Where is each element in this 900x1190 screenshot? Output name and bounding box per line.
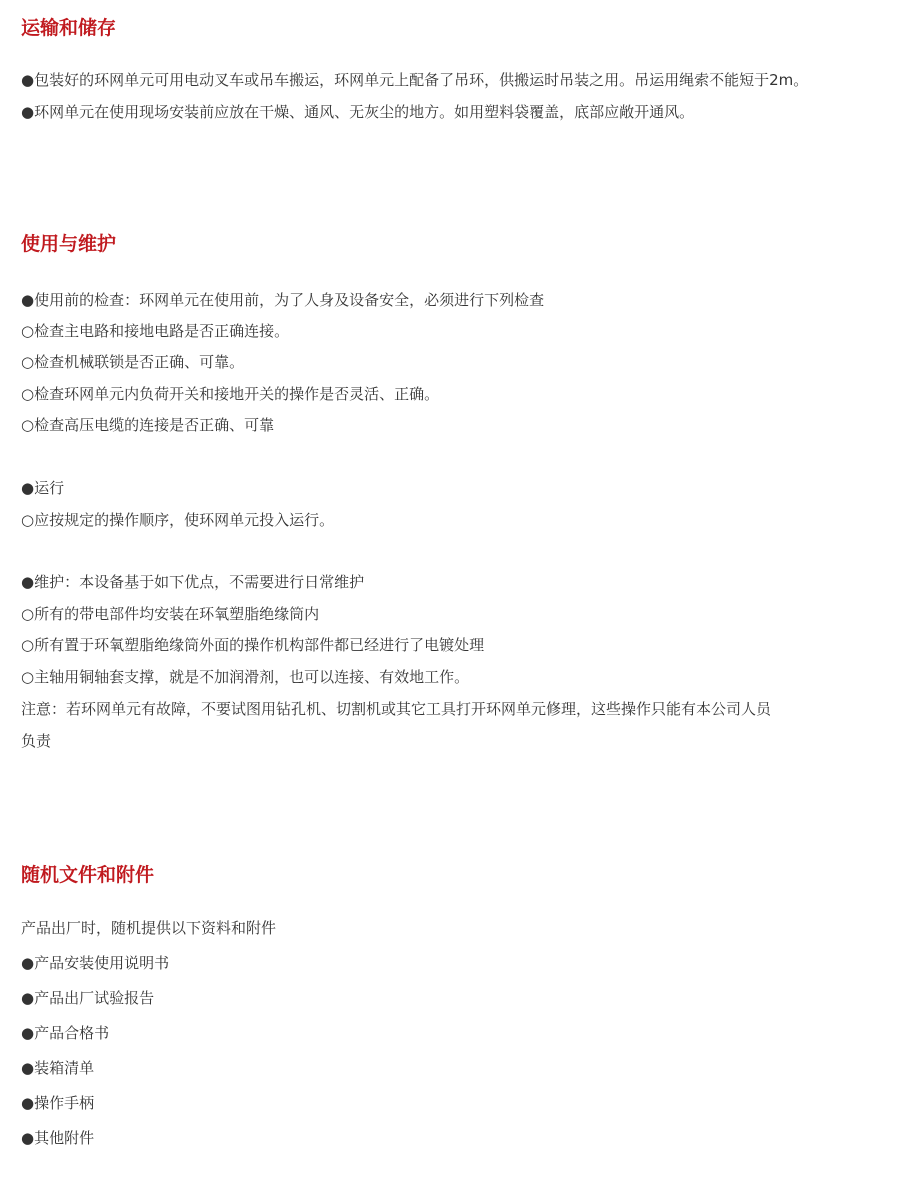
paragraph-line: ●使用前的检查：环网单元在使用前，为了人身及设备安全，必须进行下列检查 [21, 291, 545, 309]
list-item: ●产品合格书 [21, 1024, 110, 1042]
paragraph-line: ○检查环网单元内负荷开关和接地开关的操作是否灵活、正确。 [21, 385, 440, 403]
paragraph-line: ○主轴用铜轴套支撑，就是不加润滑剂，也可以连接、有效地工作。 [21, 668, 470, 686]
paragraph-line: 产品出厂时，随机提供以下资料和附件 [21, 919, 277, 937]
list-item: ●其他附件 [21, 1129, 95, 1147]
paragraph-line: ○应按规定的操作顺序，使环网单元投入运行。 [21, 511, 335, 529]
list-item: ●装箱清单 [21, 1059, 95, 1077]
paragraph-line: ○检查机械联锁是否正确、可靠。 [21, 353, 245, 371]
paragraph-line: 注意：若环网单元有故障，不要试图用钻孔机、切割机或其它工具打开环网单元修理，这些操作只能有本公司人员 [21, 700, 772, 718]
list-item: ●产品出厂试验报告 [21, 989, 155, 1007]
paragraph-line: ●运行 [21, 479, 65, 497]
paragraph-line: ○所有置于环氧塑脂绝缘筒外面的操作机构部件都已经进行了电镀处理 [21, 636, 485, 654]
paragraph-line: ●环网单元在使用现场安装前应放在干燥、通风、无灰尘的地方。如用塑料袋覆盖，底部应敞开通风。 [21, 103, 695, 121]
paragraph-line: ○所有的带电部件均安装在环氧塑脂绝缘筒内 [21, 605, 320, 623]
paragraph-line: ●维护：本设备基于如下优点，不需要进行日常维护 [21, 573, 365, 591]
list-item: ●操作手柄 [21, 1094, 95, 1112]
paragraph-line: ○检查主电路和接地电路是否正确连接。 [21, 322, 290, 340]
paragraph-line: ●包装好的环网单元可用电动叉车或吊车搬运，环网单元上配备了吊环，供搬运时吊装之用。吊运用绳索不能短于2m。 [21, 71, 809, 89]
section-title-documents-accessories: 随机文件和附件 [21, 864, 155, 886]
paragraph-line: ○检查高压电缆的连接是否正确、可靠 [21, 416, 275, 434]
section-title-transport-storage: 运输和储存 [21, 17, 117, 39]
section-title-use-maintenance: 使用与维护 [21, 233, 117, 255]
paragraph-line: 负责 [21, 732, 52, 750]
list-item: ●产品安装使用说明书 [21, 954, 170, 972]
